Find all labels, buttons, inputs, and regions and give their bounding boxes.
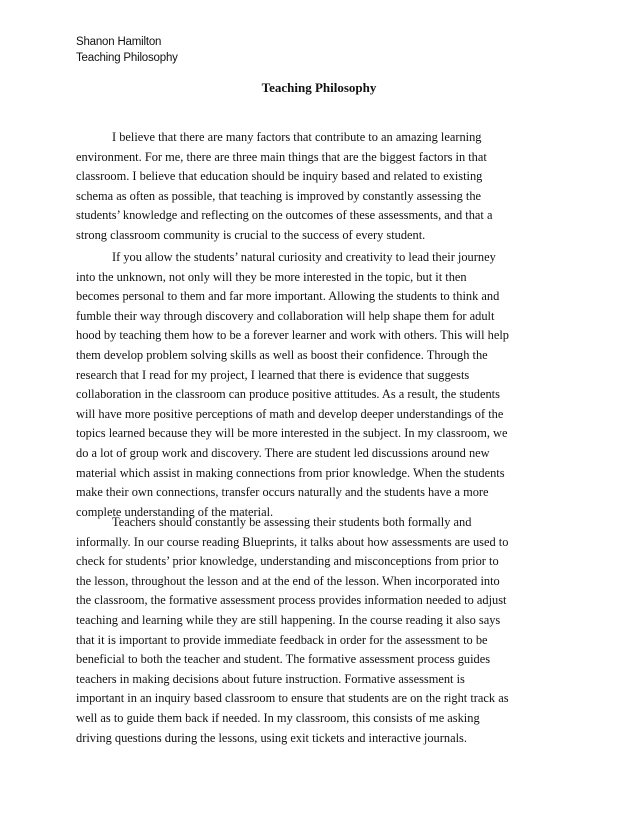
paragraph-3 xyxy=(76,513,566,748)
paragraph-line: classroom. I believe that education should be inquiry based and related to existing xyxy=(76,169,483,184)
page-header xyxy=(76,34,178,66)
paragraph-line: teachers in making decisions about future instruction. Formative assessment is xyxy=(76,671,465,686)
paragraph-line: informally. In our course reading Blueprints, it talks about how assessments are used to xyxy=(76,534,509,549)
paragraph-line: becomes personal to them and far more important. Allowing the students to think and xyxy=(76,289,500,304)
paragraph-line: that it is important to provide immediate feedback in order for the assessment to be xyxy=(76,632,488,647)
paragraph-line: strong classroom community is crucial to the success of every student. xyxy=(76,227,426,242)
paragraph-2 xyxy=(76,248,566,522)
paragraph-line: research that I read for my project, I learned that there is evidence that suggests xyxy=(76,367,470,382)
paragraph-line: well as to guide them back if needed. In my classroom, this consists of me asking xyxy=(76,710,480,725)
paragraph-line: hood by teaching them how to be a forever learner and work with others. This will help xyxy=(76,328,509,343)
paragraph-line: environment. For me, there are three main things that are the biggest factors in that xyxy=(76,149,487,164)
paragraph-line: collaboration in the classroom can produce positive attitudes. As a result, the students xyxy=(76,387,500,402)
paragraph-line: topics learned because they will be more interested in the subject. In my classroom, we xyxy=(76,426,508,441)
paragraph-line: teaching and learning while they are still happening. In the course reading it also says xyxy=(76,612,501,627)
paragraph-line: I believe that there are many factors that contribute to an amazing learning xyxy=(112,130,482,144)
title-text: Teaching Philosophy xyxy=(261,80,377,95)
document-title xyxy=(0,79,638,97)
header-subject: Teaching Philosophy xyxy=(76,52,178,64)
paragraph-line: do a lot of group work and discovery. There are student led discussions around new xyxy=(76,445,490,460)
paragraph-line: complete understanding of the material. xyxy=(76,504,274,519)
paragraph-line: them develop problem solving skills as well as boost their confidence. Through the xyxy=(76,347,488,362)
paragraph-line: Teachers should constantly be assessing their students both formally and xyxy=(112,515,472,529)
paragraph-line: students’ knowledge and reflecting on the outcomes of these assessments, and that a xyxy=(76,208,493,223)
author-name: Shanon Hamilton xyxy=(76,36,162,48)
paragraph-line: material which assist in making connections from prior knowledge. When the students xyxy=(76,465,505,480)
paragraph-line: the lesson, throughout the lesson and at the end of the lesson. When incorporated into xyxy=(76,573,500,588)
paragraph-1 xyxy=(76,128,566,246)
paragraph-line: the classroom, the formative assessment process provides information needed to adjust xyxy=(76,593,507,608)
paragraph-line: driving questions during the lessons, using exit tickets and interactive journals. xyxy=(76,730,467,745)
paragraph-line: fumble their way through discovery and collaboration will help shape them for adult xyxy=(76,308,495,323)
paragraph-line: schema as often as possible, that teaching is improved by constantly assessing the xyxy=(76,188,482,203)
paragraph-line: beneficial to both the teacher and student. The formative assessment process guides xyxy=(76,652,491,667)
paragraph-line: will have more positive perceptions of math and develop deeper understandings of the xyxy=(76,406,504,421)
paragraph-line: make their own connections, transfer occurs naturally and the students have a more xyxy=(76,485,489,500)
paragraph-line: check for students’ prior knowledge, understanding and misconceptions from prior to xyxy=(76,554,499,569)
paragraph-line: important in an inquiry based classroom to ensure that students are on the right track as xyxy=(76,691,509,706)
paragraph-line: If you allow the students’ natural curiosity and creativity to lead their journey xyxy=(112,250,496,264)
paragraph-line: into the unknown, not only will they be more interested in the topic, but it then xyxy=(76,269,467,284)
